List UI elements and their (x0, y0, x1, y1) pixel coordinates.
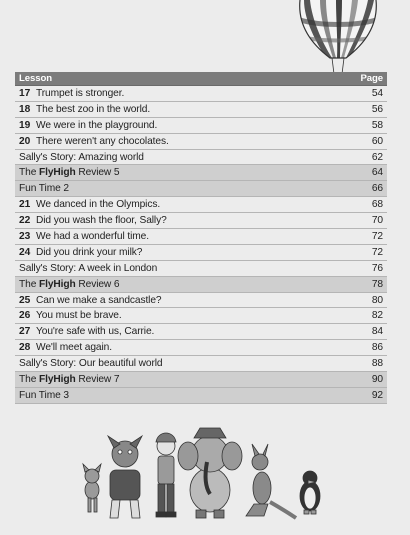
lesson-number: 28 (19, 342, 31, 354)
lesson-title: Sally's Story: Our beautiful world (19, 358, 163, 370)
lesson-number: 22 (19, 215, 31, 227)
toc-row (15, 388, 387, 404)
lesson-title (19, 279, 357, 290)
page-number: 68 (371, 199, 383, 211)
page-number: 88 (371, 358, 383, 370)
lesson-title: You're safe with us, Carrie. (36, 326, 155, 338)
penguin-character-icon (300, 471, 320, 514)
page-number: 80 (371, 294, 383, 306)
lesson-title: We had a wonderful time. (36, 230, 149, 242)
lesson-title-suffix: Review 7 (75, 373, 120, 385)
lesson-title: Did you wash the floor, Sally? (36, 215, 167, 227)
lesson-number: 24 (19, 246, 31, 258)
cartoon-characters-illustration (70, 418, 330, 526)
lesson-title: Did you drink your milk? (36, 246, 143, 258)
page-number: 58 (371, 119, 383, 131)
toc-row (15, 245, 387, 261)
lesson-title: Trumpet is stronger. (36, 87, 125, 99)
page-number: 56 (371, 103, 383, 115)
lesson-number: 21 (19, 199, 31, 211)
flyhigh-brand: FlyHigh (39, 278, 76, 290)
lesson-title: We'll meet again. (36, 342, 112, 354)
page-number: 78 (371, 278, 383, 290)
toc-row (15, 213, 387, 229)
toc-row (15, 118, 387, 134)
page-number: 60 (371, 135, 383, 147)
lesson-title: Sally's Story: A week in London (19, 262, 158, 274)
toc-row (15, 181, 387, 197)
lesson-title: The best zoo in the world. (36, 103, 151, 115)
lesson-number: 18 (19, 103, 31, 115)
page-number: 64 (371, 167, 383, 179)
lesson-title-suffix: Review 5 (75, 167, 120, 179)
table-of-contents (15, 72, 387, 404)
page-number: 54 (371, 87, 383, 99)
lesson-number: 27 (19, 326, 31, 338)
page-number: 62 (371, 151, 383, 163)
lesson-title-prefix: The (19, 167, 39, 179)
toc-row (15, 134, 387, 150)
lesson-title (19, 374, 357, 385)
toc-row (15, 150, 387, 166)
lesson-column-header: Lesson (19, 73, 52, 84)
toc-row (15, 229, 387, 245)
lesson-title: We were in the playground. (36, 119, 158, 131)
page-number: 72 (371, 230, 383, 242)
page-number: 66 (371, 183, 383, 195)
toc-row (15, 372, 387, 388)
lesson-title-prefix: The (19, 278, 39, 290)
toc-header (15, 72, 387, 86)
dog-character-icon (108, 436, 142, 518)
toc-row (15, 197, 387, 213)
lesson-title: Fun Time 3 (19, 389, 69, 401)
lesson-title-prefix: The (19, 373, 39, 385)
elephant-character-icon (178, 428, 242, 518)
kangaroo-character-icon (246, 444, 296, 518)
boy-character-icon (156, 433, 176, 517)
toc-row (15, 102, 387, 118)
lesson-number: 20 (19, 135, 31, 147)
lesson-title: Can we make a sandcastle? (36, 294, 162, 306)
page-column-header: Page (360, 73, 383, 84)
page-number: 76 (371, 262, 383, 274)
page-number: 70 (371, 215, 383, 227)
page-number: 72 (371, 246, 383, 258)
lesson-number: 23 (19, 230, 31, 242)
toc-row (15, 308, 387, 324)
page-number: 84 (371, 326, 383, 338)
toc-row (15, 86, 387, 102)
lesson-title-suffix: Review 6 (75, 278, 120, 290)
page-number: 92 (371, 389, 383, 401)
lesson-title: Sally's Story: Amazing world (19, 151, 144, 163)
lesson-number: 17 (19, 87, 31, 99)
flyhigh-brand: FlyHigh (39, 167, 76, 179)
lesson-title: We danced in the Olympics. (36, 199, 161, 211)
page-number: 82 (371, 310, 383, 322)
lesson-number: 25 (19, 294, 31, 306)
lesson-number: 19 (19, 119, 31, 131)
toc-row (15, 324, 387, 340)
lesson-title: There weren't any chocolates. (36, 135, 169, 147)
lesson-title: You must be brave. (36, 310, 122, 322)
toc-row (15, 277, 387, 293)
toc-row (15, 261, 387, 277)
lesson-title: Fun Time 2 (19, 183, 69, 195)
lesson-title (19, 167, 357, 178)
toc-row (15, 293, 387, 309)
page-number: 86 (371, 342, 383, 354)
flyhigh-brand: FlyHigh (39, 373, 76, 385)
cat-character-icon (83, 464, 101, 512)
toc-row (15, 340, 387, 356)
toc-row (15, 165, 387, 181)
lesson-number: 26 (19, 310, 31, 322)
page-number: 90 (371, 373, 383, 385)
toc-row (15, 356, 387, 372)
